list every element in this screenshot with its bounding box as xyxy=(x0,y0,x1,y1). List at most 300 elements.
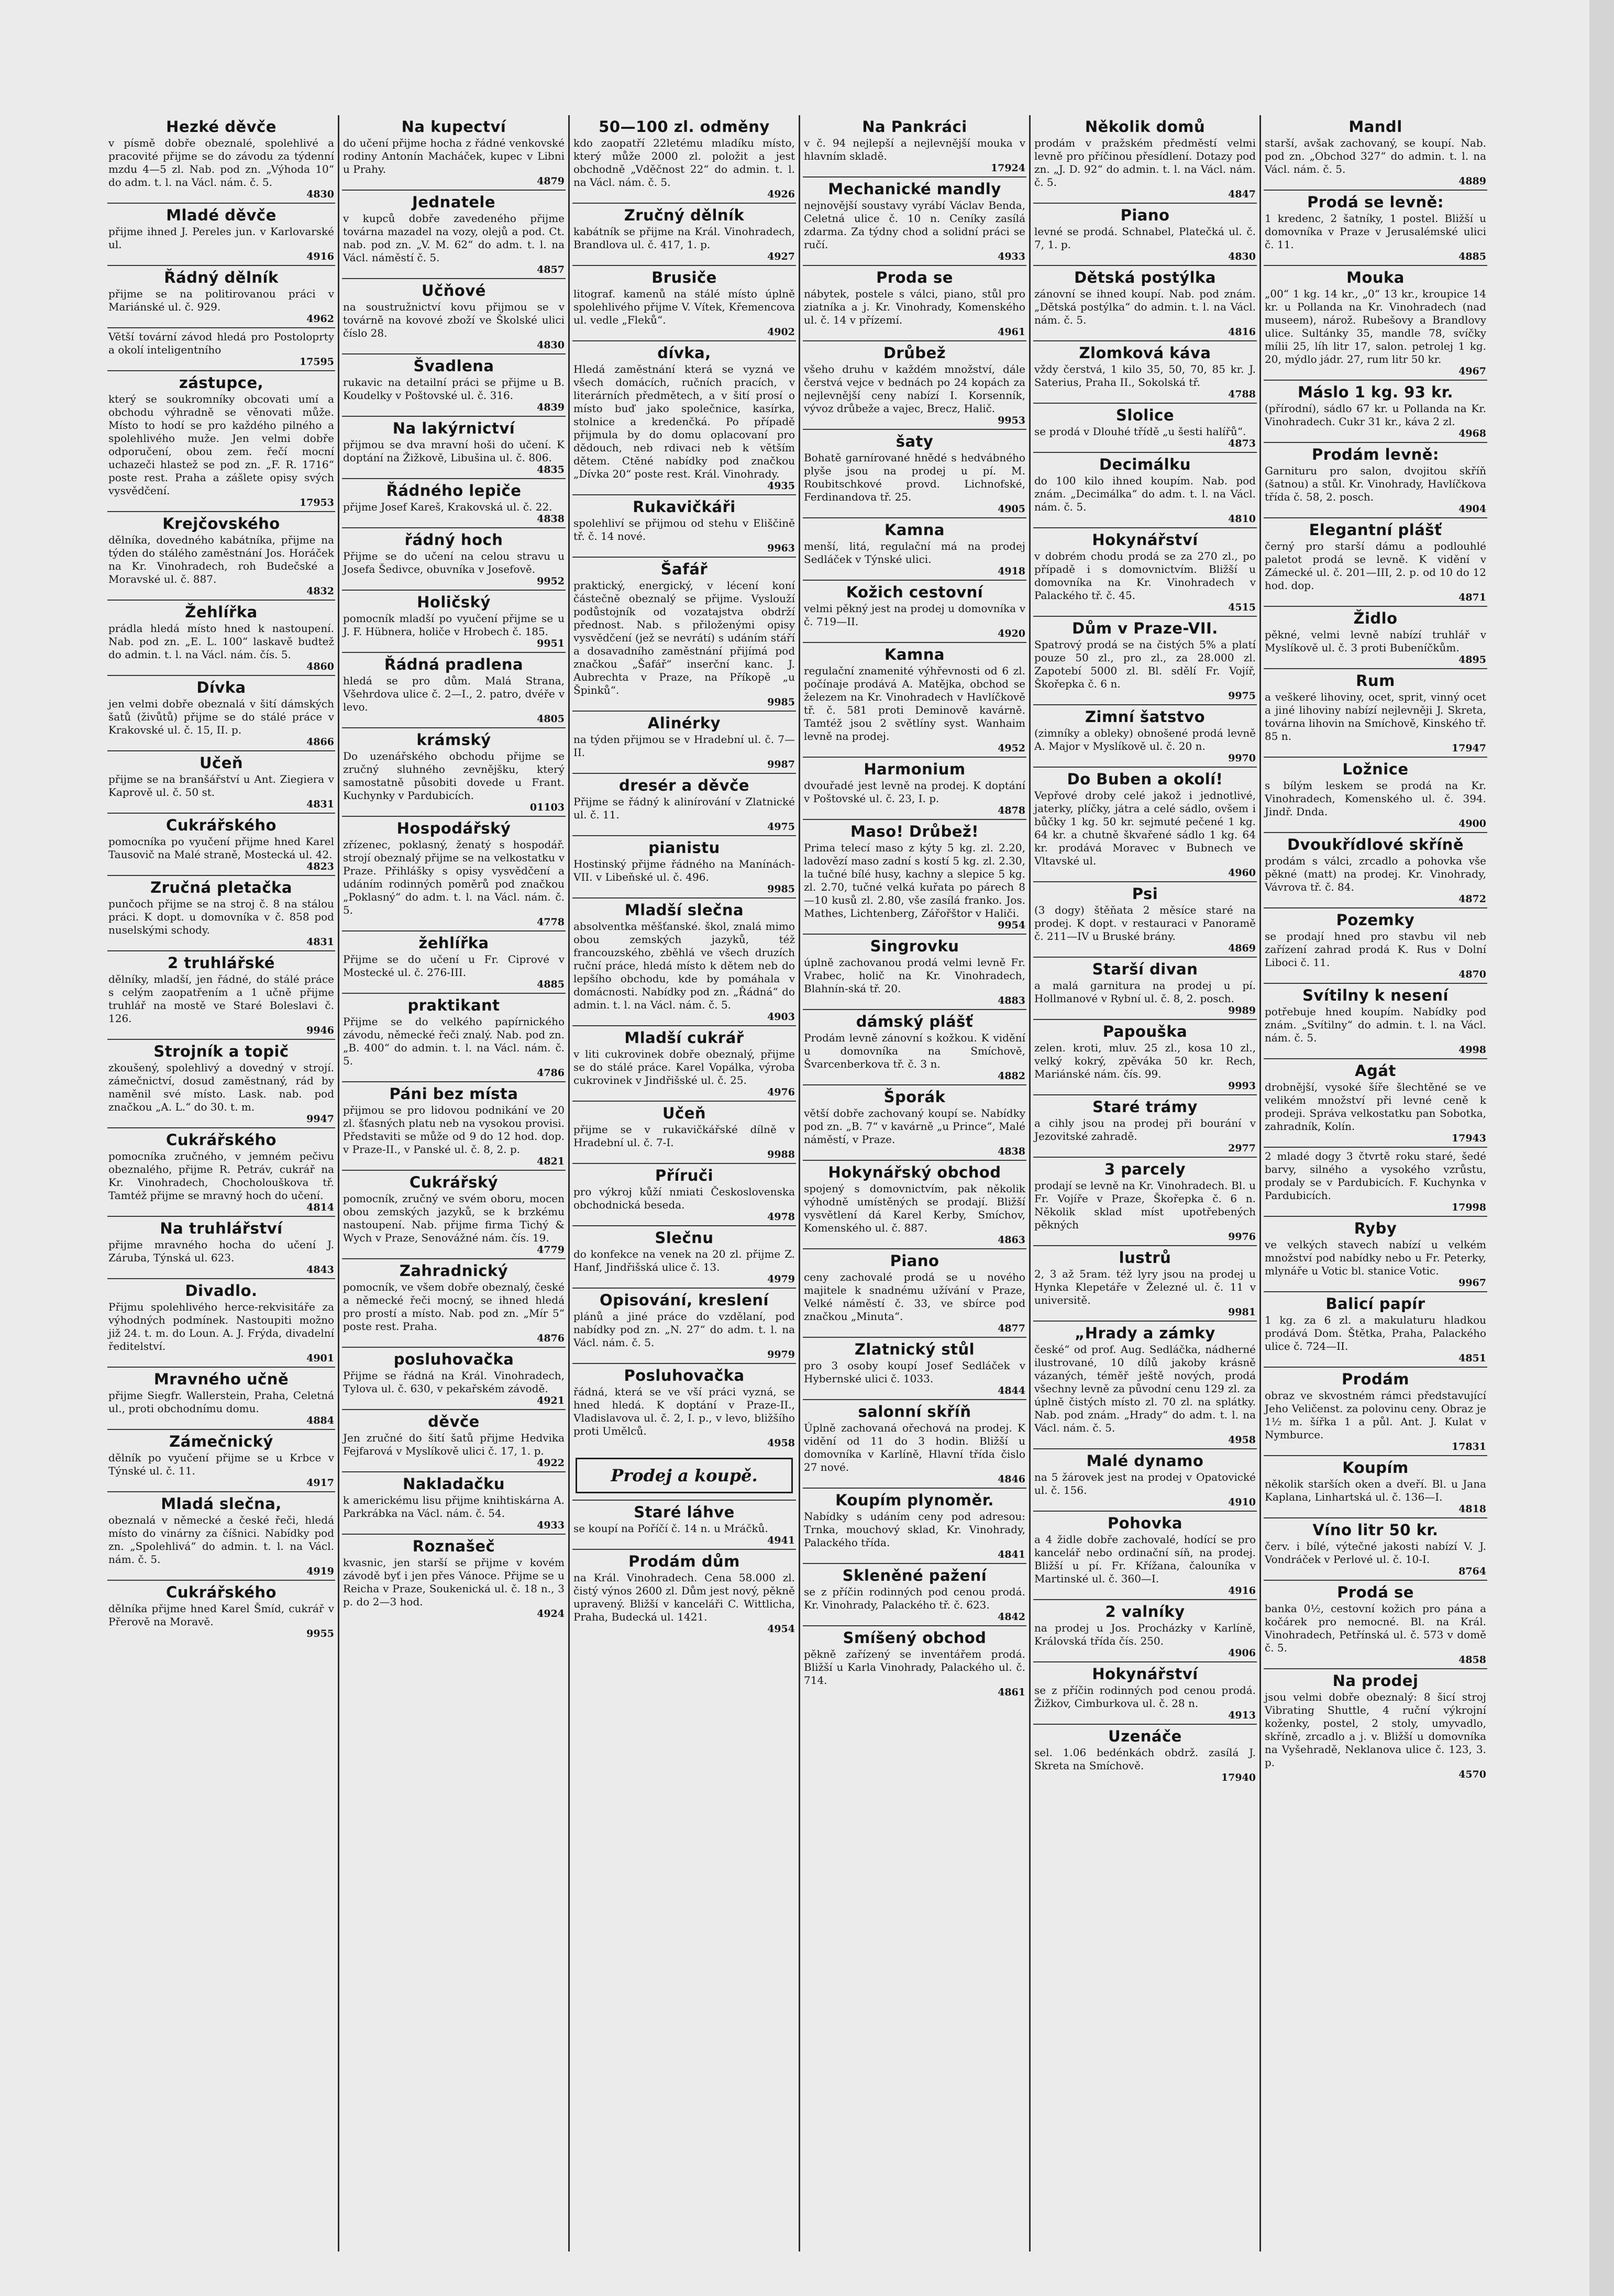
ad-code: 4883 xyxy=(998,995,1025,1006)
ad-heading: Drůbež xyxy=(883,344,946,362)
classified-ad xyxy=(803,115,1026,176)
ad-heading: Harmonium xyxy=(864,760,966,778)
ad-text: na Král. Vinohradech. Cena 58.000 zl. čistý výnos 2600 zl. Dům jest nový, pěkně upravený. Bližší v kanceláři C. Wittlicha, Praha, Budecká ul. 1421. xyxy=(573,1571,795,1623)
ad-heading: Psi xyxy=(1132,885,1158,903)
ad-text: dvouřadé jest levně na prodej. K doptání v Poštovské ul. č. 23, I. p. xyxy=(804,779,1025,805)
ad-code: 9987 xyxy=(767,759,795,770)
ad-text: černý pro starší dámu a podlouhlé paletot prodá se levně. K vidění v Zámecké ul. č. 201—III, 2. p. od 10 do 12 hod. dop. xyxy=(1265,540,1486,592)
ad-text: v dobrém chodu prodá se za 270 zl., po případě i s domovnictvím. Bližší u domovníka na Kr. Vinohradech v Palackého tř. č. 45. xyxy=(1034,550,1256,602)
classified-ad xyxy=(1033,1448,1257,1511)
ad-text: zkoušený, spolehlivý a dovedný v strojí. zámečnictví, dosud zaměstnaný, rád by naměnil své místo. Lask. nab. pod značkou „A. L.“ do 30. t. m. xyxy=(108,1061,334,1113)
classified-ad xyxy=(342,1258,566,1347)
ad-heading: lustrů xyxy=(1119,1249,1171,1267)
classified-ad xyxy=(803,642,1026,757)
ad-code: 4810 xyxy=(1228,513,1256,525)
classified-ad xyxy=(803,1399,1026,1488)
ad-heading: Hospodářský xyxy=(396,819,511,837)
classified-ad xyxy=(803,429,1026,517)
ad-code: 01103 xyxy=(529,802,565,813)
ad-text: jen velmi dobře obeznalá v šití dámských šatů (živůtů) přijme se do stálé práce v Krakovské ul. č. 15, II. p. xyxy=(108,697,334,736)
ad-text: na soustružnictví kovu přijmou se v továrně na kovové zboží ve Školské ulici číslo 28. xyxy=(343,301,565,339)
classified-ad xyxy=(803,517,1026,580)
ad-heading: Dům v Praze-VII. xyxy=(1072,619,1218,637)
ad-code: 4895 xyxy=(1458,654,1486,665)
classified-ad xyxy=(342,1170,566,1258)
ad-code: 4902 xyxy=(767,326,795,338)
classified-ad xyxy=(107,370,335,511)
ad-code: 17831 xyxy=(1451,1441,1486,1452)
classified-ad xyxy=(1264,1291,1487,1367)
classified-ad xyxy=(1264,115,1487,190)
ad-text: Jen zručné do šití šatů přijme Hedvika Fejfarová v Myslíkově ulici č. 17, 1. p. xyxy=(343,1432,565,1457)
ad-text: punčoch přijme se na stroj č. 8 na stálou práci. K dopt. u domovníka v č. 858 pod nuselskými schody. xyxy=(108,897,334,936)
ad-code: 4917 xyxy=(306,1477,334,1489)
classified-ad xyxy=(342,652,566,727)
ad-text: se z příčin rodinných pod cenou prodá. Kr. Vinohrady, Palackého tř. č. 623. xyxy=(804,1585,1025,1611)
ad-code: 4863 xyxy=(998,1234,1025,1246)
classified-ad xyxy=(107,265,335,327)
ad-text: české“ od prof. Aug. Sedláčka, nádherné ilustrované, 10 dílů jakoby krásně vázaných, téměř ještě nových, prodá všechny levně za původní cenu 129 zl. za úplně čistých místo zl. 70 zl. na splátky. Nab. pod znám. „Hrady“ do adm. t. l. na Václ. nám. č. 5. xyxy=(1034,1343,1256,1434)
ad-heading: 50—100 zl. odměny xyxy=(599,118,770,136)
ad-heading: děvče xyxy=(428,1413,480,1430)
ad-text: několik starších oken a dveří. Bl. u Jana Kaplana, Linhartská ul. č. 136—I. xyxy=(1265,1478,1486,1503)
ad-text: červ. i bílé, výtečné jakosti nabízí V. J. Vondráček v Perlové ul. č. 10-I. xyxy=(1265,1540,1486,1566)
ad-text: pomocník, zručný ve svém oboru, mocen obou zemských jazyků, se k brzkému nastoupení. Nab. přijme firma Tichý & Wych v Praze, Senovážné nám. čís. 19. xyxy=(343,1192,565,1244)
ad-text: dělníka, dovedného kabátníka, přijme na týden do stálého zaměstnání Jos. Horáček na Kr. Vinohradech, roh Budečské a Moravské ul. č. 887. xyxy=(108,534,334,585)
ad-heading: Holičský xyxy=(417,593,491,611)
ad-text: přijmou se pro lidovou podnikání ve 20 zl. šťasných platu neb na vysokou provisi. Představiti se může od 9 do 12 hod. dop. v Praze-II., v Panské ul. č. 8, 2. p. xyxy=(343,1104,565,1156)
ad-code: 4916 xyxy=(1228,1585,1256,1596)
ad-heading: řádný hoch xyxy=(404,531,503,549)
ad-text: všeho druhu v každém množství, dále čerstvá vejce v bednách po 24 kopách za nejlevnější ceny nabízí I. Korsenník, vývoz drůbeže a vajec, Brecz, Halič. xyxy=(804,363,1025,415)
classified-ad xyxy=(1033,1094,1257,1157)
ad-text: a 4 židle dobře zachovalé, hodící se pro kancelář nebo ordinační síň, na prodej. Bližší u pí. Fr. Křížana, čalouníka v Martinské ul. č. 360—I. xyxy=(1034,1533,1256,1585)
ad-heading: Staré trámy xyxy=(1092,1098,1198,1116)
classified-ad xyxy=(803,1625,1026,1701)
ad-text: regulační znamenité výhřevnosti od 6 zl. počínaje prodává A. Matějka, obchod se železem na Kr. Vinohradech v Havlíčkově tř. č. 581 proti Deminově kavárně. Tamtéž jsou 2 světlíny syst. Wanhaim levně na prodej. xyxy=(804,664,1025,742)
ad-code: 4913 xyxy=(1228,1710,1256,1721)
ad-code: 4927 xyxy=(767,251,795,262)
classified-ad xyxy=(1033,767,1257,881)
ad-heading: Mravného učně xyxy=(153,1370,289,1388)
ad-heading: Pozemky xyxy=(1336,911,1415,929)
ad-code: 9947 xyxy=(306,1113,334,1125)
ad-code: 9989 xyxy=(1228,1005,1256,1016)
classified-ad xyxy=(1033,452,1257,527)
ad-code: 4941 xyxy=(767,1535,795,1546)
ad-heading: Zlatnický stůl xyxy=(854,1340,975,1358)
ad-text: zánovní se ihned koupí. Nab. pod znám. „Dětská postýlka“ do admin. t. l. na Václ. nám. č. 5. xyxy=(1034,287,1256,326)
ad-heading: Ložnice xyxy=(1342,760,1409,778)
ad-heading: Singrovku xyxy=(870,937,959,955)
ad-heading: Posluhovačka xyxy=(624,1367,745,1384)
ad-text: se z příčin rodinných pod cenou prodá. Žižkov, Cimburkova ul. č. 28 n. xyxy=(1034,1684,1256,1710)
ad-heading: žehlířka xyxy=(418,934,489,952)
ad-code: 4823 xyxy=(306,861,334,872)
ad-code: 4843 xyxy=(306,1264,334,1275)
classified-ad xyxy=(342,590,566,652)
classified-ad xyxy=(1264,1216,1487,1291)
ad-code: 17953 xyxy=(299,497,334,508)
ad-heading: Papouška xyxy=(1102,1023,1188,1040)
classified-ad xyxy=(1033,957,1257,1019)
ad-code: 4933 xyxy=(998,251,1025,262)
classified-ad xyxy=(1264,442,1487,517)
ad-heading: Agát xyxy=(1355,1062,1396,1080)
ad-code: 4900 xyxy=(1458,818,1486,829)
ad-heading: Zámečnický xyxy=(169,1433,273,1450)
ad-code: 17943 xyxy=(1451,1133,1486,1144)
ad-code: 4788 xyxy=(1228,389,1256,400)
ad-heading: krámský xyxy=(416,731,491,749)
classified-ad xyxy=(572,1288,796,1363)
ad-heading: Na truhlářství xyxy=(160,1219,283,1237)
ad-code: 4869 xyxy=(1228,942,1256,954)
ad-code: 4858 xyxy=(1458,1654,1486,1666)
classified-ad xyxy=(803,1488,1026,1563)
ad-text: pomocníka po vyučení přijme hned Karel Tausovič na Malé straně, Mostecká ul. 42. xyxy=(108,835,334,861)
ad-code: 17924 xyxy=(990,162,1025,174)
ad-text: v č. 94 nejlepší a nejlevnější mouka v hlavním skladě. xyxy=(804,137,1025,162)
ad-heading: 3 parcely xyxy=(1104,1160,1186,1178)
ad-heading: Roznašeč xyxy=(412,1537,495,1555)
ad-text: Hostinský přijme řádného na Manínách-VII. v Libeňské ul. č. 496. xyxy=(573,858,795,883)
ad-text: „00“ 1 kg. 14 kr., „0“ 13 kr., kroupice 14 kr. u Pollanda na Kr. Vinohradech (nad museem), nárož. Rubešovy a Brandlovy ulice. Sultánky 35, mandle 78, svíčky mílii 25, líh litr 17, salon. petrolej 1 kg. 20, mýdlo jádr. 27, rum litr 50 kr. xyxy=(1265,287,1486,365)
classified-ad xyxy=(1264,1367,1487,1455)
classified-ad xyxy=(803,176,1026,265)
ad-heading: Mladší cukrář xyxy=(624,1029,744,1047)
classified-ad xyxy=(572,1500,796,1549)
ad-heading: Prodá se xyxy=(1337,1583,1414,1601)
ad-code: 9985 xyxy=(767,883,795,895)
ad-code: 4933 xyxy=(537,1519,565,1531)
ad-text: jsou velmi dobře obeznalý: 8 šicí stroj Vibrating Shuttle, 4 ruční výkrojní koženky, postel, 2 stoly, umyvadlo, skříně, zrcadlo a j. v. Bližší u domovníka na Vyšehradě, Neklanova ulice č. 123, 3. p. xyxy=(1265,1691,1486,1769)
ad-text: úplně zachovanou prodá velmi levně Fr. Vrabec, holič na Kr. Vinohradech, Blahnín-ská tř. 20. xyxy=(804,956,1025,995)
ad-code: 4952 xyxy=(998,742,1025,754)
ad-heading: „Hrady a zámky xyxy=(1075,1324,1215,1342)
ad-text: prodám v pražském předměstí velmi levně pro příčinou přesídlení. Dotazy pod zn. „J. D. 92“ do admin. t. l. na Václ. nám. č. 5. xyxy=(1034,137,1256,188)
ad-heading: Jednatele xyxy=(412,193,496,211)
classified-ad xyxy=(803,819,1026,934)
ad-heading: Mandl xyxy=(1348,118,1402,136)
ad-text: prádla hledá místo hned k nastoupení. Nab. pod zn. „E. L. 100“ laskavě budtež do admin. t. l. na Václ. nám. čís. 5. xyxy=(108,622,334,661)
classified-ad xyxy=(803,1563,1026,1625)
ad-heading: Dětská postýlka xyxy=(1074,269,1216,286)
ad-code: 4876 xyxy=(537,1333,565,1344)
ad-heading: Hezké děvče xyxy=(166,118,277,136)
ad-heading: Prodám xyxy=(1341,1370,1410,1388)
classified-columns xyxy=(107,115,1543,2251)
ad-text: prodám s válci, zrcadlo a pohovka vše pěkné (matt) na prodej. Kr. Vinohrady, Vávrova tř. č. 84. xyxy=(1265,855,1486,893)
ad-code: 17947 xyxy=(1451,742,1486,754)
ad-text: absolventka měšťanské. škol, znalá mimo obou zemských jazyků, též francouzského, zběhlá ve všech druzích ruční práce, hledá místo k dětem neb do lepšího obchodu, kde by pomáhala v domácnosti. Nabídky pod zn. „Řádná“ do admin. t. l. na Václ. nám. č. 5. xyxy=(573,920,795,1011)
classified-ad xyxy=(572,115,796,203)
classified-ad xyxy=(572,835,796,897)
ad-code: 9954 xyxy=(998,919,1025,931)
ad-heading: Mladší slečna xyxy=(624,901,744,919)
ad-heading: dresér a děvče xyxy=(619,777,749,794)
ad-text: v písmě dobře obeznalé, spolehlivé a pracovité přijme se do závodu za týdenní mzdu 4—5 zl. Nab. pod zn. „Výhoda 10“ do adm. t. l. na Václ. nám. č. 5. xyxy=(108,137,334,188)
ad-code: 4961 xyxy=(998,326,1025,338)
ad-heading: Malé dynamo xyxy=(1086,1452,1204,1470)
ad-text: přijme Josef Kareš, Krakovská ul. č. 22. xyxy=(343,501,552,513)
ad-code: 9967 xyxy=(1458,1277,1486,1289)
ad-heading: Prodám levně: xyxy=(1311,446,1440,463)
ad-code: 4910 xyxy=(1228,1496,1256,1508)
ad-heading: Cukrářského xyxy=(166,1131,277,1149)
classified-ad xyxy=(107,327,335,370)
ad-heading: Na kupectví xyxy=(401,118,506,136)
ad-text: se prodá v Dlouhé třídě „u šesti halířů“. xyxy=(1034,425,1246,438)
ad-code: 4871 xyxy=(1458,592,1486,603)
ad-text: (3 dogy) štěňata 2 měsíce staré na prodej. K dopt. v restauraci v Panoramě č. 211—IV u Bruské brány. xyxy=(1034,904,1256,942)
ad-heading: Pohovka xyxy=(1107,1514,1182,1532)
classified-ad xyxy=(803,757,1026,819)
classified-ad xyxy=(1033,1321,1257,1448)
classified-ad xyxy=(342,478,566,527)
classified-ad xyxy=(803,934,1026,1009)
ad-code: 4860 xyxy=(306,661,334,672)
ad-code: 4879 xyxy=(537,175,565,187)
ad-code: 4968 xyxy=(1458,428,1486,439)
ad-heading: Koupím xyxy=(1342,1459,1409,1477)
ad-text: 1 kg. za 6 zl. a makulaturu hladkou prodává Dom. Štětka, Praha, Palackého ulice č. 724—II. xyxy=(1265,1314,1486,1352)
ad-text: Přijme se do velkého papírnického závodu, německé řeči znalý. Nab. pod zn. „B. 400“ do admin. t. l. na Václ. nám. č. 5. xyxy=(343,1015,565,1067)
classified-ad xyxy=(107,1216,335,1278)
classified-ad xyxy=(1033,115,1257,203)
ad-heading: posluhovačka xyxy=(393,1350,514,1368)
ad-text: 1 kredenc, 2 šatníky, 1 postel. Bližší u domovníka v Praze v Jerusalémské ulici č. 11. xyxy=(1265,212,1486,251)
ad-heading: Strojník a topič xyxy=(153,1042,289,1060)
ad-text: přijme mravného hocha do učení J. Záruba, Týnská ul. 623. xyxy=(108,1238,334,1264)
ad-text: kabátník se přijme na Král. Vinohradech, Brandlova ul. č. 417, 1. p. xyxy=(573,225,795,251)
ad-text: spolehliví se přijmou od stehu v Eliščině tř. č. 14 nové. xyxy=(573,517,795,542)
ad-text: dělníka přijme hned Karel Šmíd, cukrář v Přerově na Moravě. xyxy=(108,1602,334,1628)
ad-heading: 2 valníky xyxy=(1105,1603,1185,1621)
ad-heading: Řádný dělník xyxy=(164,269,279,286)
classified-ad xyxy=(342,1347,566,1409)
ad-text: přijme ihned J. Pereles jun. v Karlovarské ul. xyxy=(108,225,334,251)
classified-ad xyxy=(342,1471,566,1534)
classified-ad xyxy=(1033,265,1257,340)
ad-heading: praktikant xyxy=(407,996,500,1014)
classified-ad xyxy=(342,1534,566,1622)
ad-heading: Staré láhve xyxy=(634,1503,735,1521)
ad-code: 4866 xyxy=(306,736,334,748)
classified-ad xyxy=(342,416,566,478)
ad-code: 4901 xyxy=(306,1352,334,1364)
ad-text: (přírodní), sádlo 67 kr. u Pollanda na Kr. Vinohradech. Cukr 31 kr., káva 2 zl. xyxy=(1265,402,1486,428)
ad-code: 4962 xyxy=(306,313,334,325)
ad-text: pomocník mladší po vyučení přijme se u J. F. Hübnera, holiče v Hrobech č. 185. xyxy=(343,612,565,638)
classified-ad xyxy=(1033,1157,1257,1245)
ad-code: 17595 xyxy=(299,356,334,368)
classified-ad xyxy=(1264,606,1487,668)
ad-code: 2977 xyxy=(1228,1143,1256,1154)
ad-text: potřebuje hned koupím. Nabídky pod znám. „Svítilny“ do admin. t. l. na Václ. nám. č. 5. xyxy=(1265,1005,1486,1044)
ad-heading: Mladá slečna, xyxy=(161,1495,282,1513)
classified-ad xyxy=(1033,1511,1257,1599)
ad-text: do 100 kilo ihned koupím. Nab. pod znám. „Decimálka“ do adm. t. l. na Václ. nám. č. 5. xyxy=(1034,474,1256,513)
ad-text: do konfekce na venek na 20 zl. přijme Z. Hanf, Jindřišská ulice č. 13. xyxy=(573,1248,795,1273)
ad-text: Prodám levně zánovní s kožkou. K vidění u domovníka na Smíchově, Švarcenberkova tř. č. 3 n. xyxy=(804,1031,1025,1070)
classified-ad xyxy=(1264,1058,1487,1147)
ad-code: 4979 xyxy=(767,1273,795,1285)
ad-code: 4919 xyxy=(306,1566,334,1577)
ad-code: 4847 xyxy=(1228,188,1256,200)
classified-ad xyxy=(107,1278,335,1367)
ad-text: přijme Siegfr. Wallerstein, Praha, Celetná ul., proti obchodnímu domu. xyxy=(108,1389,334,1415)
ad-heading: Řádná pradlena xyxy=(384,656,524,673)
ad-heading: Hokynářství xyxy=(1092,531,1198,549)
ad-heading: Balicí papír xyxy=(1325,1295,1425,1313)
ad-code: 4846 xyxy=(998,1473,1025,1485)
ad-heading: Dvoukřídlové skříně xyxy=(1287,836,1464,853)
classified-ad xyxy=(107,1491,335,1580)
classified-ad xyxy=(572,773,796,835)
ad-code: 9963 xyxy=(767,542,795,554)
ad-text: se prodají hned pro stavbu vil neb zařízení zahrad prodá K. Rus v Dolní Liboci č. 11. xyxy=(1265,930,1486,969)
ad-code: 4967 xyxy=(1458,365,1486,377)
classified-ad xyxy=(803,1009,1026,1084)
ad-text: nábytek, postele s válci, piano, stůl pro ziatníka a j. Kr. Vinohrady, Komenského ul. č. 14 v přízemí. xyxy=(804,287,1025,326)
classified-ad xyxy=(1264,190,1487,265)
classified-ad xyxy=(107,1429,335,1491)
ad-heading: Učňové xyxy=(422,282,486,300)
ad-heading: Židlo xyxy=(1353,609,1398,627)
ad-heading: Prodám dům xyxy=(628,1552,740,1570)
ad-heading: Hokynářství xyxy=(1092,1665,1198,1683)
classified-ad xyxy=(1264,983,1487,1058)
classified-ad xyxy=(1264,832,1487,907)
ad-code: 4924 xyxy=(537,1608,565,1620)
ad-code: 4838 xyxy=(998,1146,1025,1157)
ad-code: 9985 xyxy=(767,696,795,708)
ad-heading: Mechanické mandly xyxy=(828,180,1001,198)
ad-code: 4830 xyxy=(537,339,565,351)
ad-code: 4921 xyxy=(537,1395,565,1406)
ad-code: 4779 xyxy=(537,1244,565,1256)
ad-text: se koupí na Poříčí č. 14 n. u Mráčků. xyxy=(573,1522,768,1535)
ad-code: 4832 xyxy=(306,585,334,597)
classified-ad xyxy=(572,1225,796,1288)
ad-text: menší, litá, regulační má na prodej Sedláček v Týnské ulici. xyxy=(804,540,1025,565)
ad-text: který se soukromníky obcovati umí a obchodu výhradně se věnovati může. Místo to hodí se pro každého pilného a spolehlivého muže. Jen velmi dobře odporučení, obou zem. řečí mocní uchazeči hlastež se pod zn. „F. R. 1716“ poste rest. Praha a zášlete opisy svých vysvědčení. xyxy=(108,393,334,497)
ad-text: velmi pěkný jest na prodej u domovníka v č. 719—II. xyxy=(804,602,1025,628)
ad-code: 4838 xyxy=(537,513,565,525)
ad-text: rukavic na detailní práci se přijme u B. Koudelky v Poštovské ul. č. 316. xyxy=(343,376,565,402)
ad-heading: Dívka xyxy=(196,679,246,696)
ad-text: Přijmu spolehlivého herce-rekvisitáře za výhodných podmínek. Nastoupiti možno již 24. t. m. do Loun. A. J. Frýda, divadelní ředitelství. xyxy=(108,1301,334,1352)
ad-code: 4918 xyxy=(998,565,1025,577)
ad-code: 4570 xyxy=(1458,1769,1486,1780)
classified-ad xyxy=(803,580,1026,642)
classified-ad xyxy=(572,897,796,1025)
classified-ad xyxy=(1033,704,1257,767)
ad-heading: Maso! Drůbež! xyxy=(850,823,979,840)
classified-ad xyxy=(107,1367,335,1429)
ad-code: 4861 xyxy=(998,1687,1025,1698)
ad-code: 4998 xyxy=(1458,1044,1486,1056)
classified-ad xyxy=(1264,907,1487,983)
ad-text: dělníky, mladší, jen řádné, do stálé práce s celým zaopatřením a 1 učně přijme truhlář na mostě ve Staré Boleslavi č. 126. xyxy=(108,973,334,1025)
ad-code: 4916 xyxy=(306,251,334,262)
classified-ad xyxy=(1033,1245,1257,1321)
ad-code: 4935 xyxy=(767,480,795,492)
classified-ad xyxy=(107,875,335,950)
ad-code: 4872 xyxy=(1458,893,1486,905)
classified-ad xyxy=(342,816,566,930)
classified-ad xyxy=(107,203,335,265)
ad-code: 9946 xyxy=(306,1025,334,1036)
ad-heading: Rukavičkáři xyxy=(633,498,736,516)
classified-ad xyxy=(803,1160,1026,1248)
classified-ad xyxy=(1264,1455,1487,1517)
ad-heading: 2 truhlářské xyxy=(168,954,275,972)
classified-ad xyxy=(342,527,566,590)
ad-text: sel. 1.06 bedénkách obdrž. zasílá J. Skreta na Smíchově. xyxy=(1034,1746,1256,1772)
classified-ad xyxy=(803,340,1026,429)
ad-text: plánů a jiné práce do vzdělaní, pod nabídky pod zn. „N. 27“ do adm. t. l. na Václ. nám. č. 5. xyxy=(573,1310,795,1349)
classified-ad xyxy=(1264,757,1487,832)
ad-code: 4830 xyxy=(1228,251,1256,262)
ad-code: 4786 xyxy=(537,1067,565,1079)
ad-text: na prodej u Jos. Procházky v Karlíně, Královská třída čís. 250. xyxy=(1034,1622,1256,1647)
ad-heading: Skleněné pažení xyxy=(842,1567,987,1584)
ad-heading: Uzenáče xyxy=(1108,1727,1182,1745)
classified-ad xyxy=(342,993,566,1081)
ad-heading: Cukrářský xyxy=(409,1173,499,1191)
classified-ad xyxy=(1033,203,1257,265)
ad-text: pro výkroj kůží nmiati Československa obchodnická beseda. xyxy=(573,1185,795,1211)
ad-heading: Na prodej xyxy=(1332,1672,1419,1690)
ad-code: 9953 xyxy=(998,415,1025,426)
ad-code: 4884 xyxy=(306,1415,334,1426)
ad-heading: Učeň xyxy=(662,1104,706,1122)
ad-heading: Řádného lepiče xyxy=(386,482,522,500)
classified-ad xyxy=(803,1337,1026,1399)
classified-ad xyxy=(572,1163,796,1225)
ad-text: kdo zaopatří 22letému mladíku místo, který může 2000 zl. položit a jest obchodně „Vděčnost 22“ do admin. t. l. na Václ. nám. č. 5. xyxy=(573,137,795,188)
classified-ad xyxy=(107,1039,335,1127)
ad-text: starší, avšak zachovaný, se koupí. Nab. pod zn. „Obchod 327“ do admin. t. l. na Václ. nám. č. 5. xyxy=(1265,137,1486,175)
ad-code: 9993 xyxy=(1228,1080,1256,1092)
ad-heading: pianistu xyxy=(648,839,720,857)
classified-ad xyxy=(342,930,566,993)
ad-heading: Švadlena xyxy=(413,357,494,375)
classified-ad xyxy=(572,340,796,494)
ad-code: 4816 xyxy=(1228,326,1256,338)
ad-column xyxy=(338,115,568,2251)
ad-text: prodají se levně na Kr. Vinohradech. Bl. u Fr. Vojíře v Praze, Škořepka č. 6 n. Několik sklad míst upotřebených pěkných xyxy=(1034,1179,1256,1231)
classified-ad xyxy=(1033,527,1257,616)
ad-text: 2, 3 až 5ram. též lyry jsou na prodej u Hynka Klepetáře v Železné ul. č. 11 v universitě. xyxy=(1034,1268,1256,1306)
ad-text: obraz ve skvostném rámci představující Jeho Veličenst. za polovinu ceny. Obraz je 1½ m. šířka 1 a půl. Ant. J. Kulat v Nymburce. xyxy=(1265,1389,1486,1441)
ad-heading: Několik domů xyxy=(1085,118,1206,136)
ad-heading: Koupím plynoměr. xyxy=(835,1491,994,1509)
classified-ad xyxy=(1264,380,1487,442)
ad-text: Přijme se řádný k alinírování v Zlatnické ul. č. 11. xyxy=(573,795,795,821)
ad-heading: Kamna xyxy=(885,521,945,539)
ad-text: levné se prodá. Schnabel, Platečká ul. č. 7, 1. p. xyxy=(1034,225,1256,251)
classified-ad xyxy=(1264,1147,1487,1216)
ad-code: 4830 xyxy=(306,188,334,200)
ad-column xyxy=(799,115,1029,2251)
ad-heading: Svítilny k nesení xyxy=(1302,986,1449,1004)
ad-code: 4975 xyxy=(767,821,795,833)
ad-code: 4889 xyxy=(1458,175,1486,187)
ad-code: 17998 xyxy=(1451,1202,1486,1213)
